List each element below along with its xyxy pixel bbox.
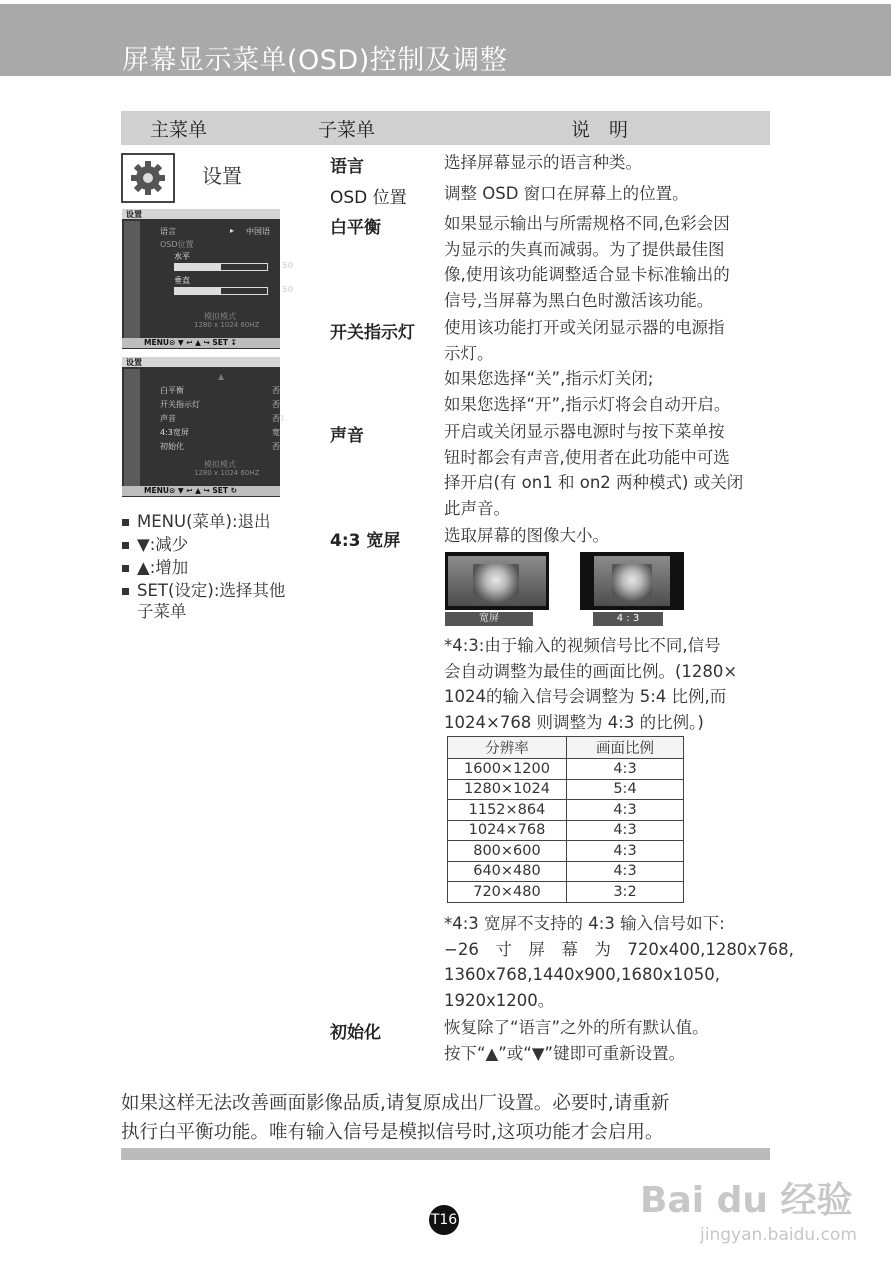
- label-white-balance: 白平衡: [330, 218, 381, 238]
- osd1-vertical-label: 垂直: [174, 276, 190, 285]
- bullet-item: SET(设定):选择其他: [122, 577, 285, 601]
- table-row: 720×480 3:2: [448, 882, 684, 903]
- label-language: 语言: [330, 157, 364, 177]
- desc-language: 选择屏幕显示的语言种类。: [444, 153, 642, 172]
- column-header-bar: [121, 111, 770, 145]
- wide-screen-image: [445, 552, 549, 610]
- osd2-item-value: 否: [272, 400, 280, 409]
- settings-label: 设置: [202, 164, 242, 188]
- osd1-horizontal-value: 50: [282, 261, 294, 270]
- osd1-title: 设置: [126, 210, 142, 219]
- table-row: 1280×1024 5:4: [448, 779, 684, 800]
- settings-gear-icon: [121, 153, 175, 203]
- resolution-table: [447, 736, 684, 903]
- col-sub-menu: 子菜单: [318, 119, 376, 141]
- note-aspect: *4:3:由于输入的视频信号比不同,信号 会自动调整为最佳的画面比例。(1280× 1024的输入信号会调整为 5:4 比例,而 1024×768 则调整为 4:3 的比例。): [444, 636, 738, 732]
- desc-wide: 选取屏幕的图像大小。: [444, 526, 609, 545]
- osd2-item-label: 初始化: [160, 442, 184, 451]
- osd1-arrow-icon: ▸: [230, 226, 235, 235]
- osd1-language-label: 语言: [160, 227, 176, 236]
- page-header: [0, 4, 891, 76]
- page-number: T16: [429, 1205, 459, 1235]
- osd1-vertical-value: 50: [282, 285, 294, 294]
- osd2-item-label: 开关指示灯: [160, 400, 200, 409]
- table-header: 画面比例: [567, 737, 684, 759]
- osd2-mode: 模拟模式: [204, 460, 236, 469]
- label-wide: 4:3 宽屏: [330, 531, 401, 551]
- note-unsupported: *4:3 宽屏不支持的 4:3 输入信号如下: −26 寸 屏 幕 为 720x400,1280x768, 1360x768,1440x900,1680x1050, 1920x1200。: [444, 914, 794, 1010]
- label-sound: 声音: [330, 426, 364, 446]
- desc-sound: 开启或关闭显示器电源时与按下菜单按 钮时都会有声音,使用者在此功能中可选 择开启(有 on1 和 on2 两种模式) 或关闭 此声音。: [444, 422, 744, 518]
- osd1-horizontal-label: 水平: [174, 252, 190, 261]
- bullet-item: ▼:减少: [122, 531, 188, 555]
- four-three-image: [580, 552, 684, 610]
- osd2-item-label: 白平衡: [160, 386, 184, 395]
- col-main-menu: 主菜单: [150, 119, 208, 141]
- table-row: 1024×768 4:3: [448, 820, 684, 841]
- table-row: 1600×1200 4:3: [448, 759, 684, 780]
- osd2-item-value: 否: [272, 442, 280, 451]
- bullet-item: ▲:增加: [122, 554, 188, 578]
- watermark-url: jingyan.baidu.com: [700, 1225, 857, 1245]
- bullet-continuation: 子菜单: [137, 602, 187, 621]
- osd1-side-icons: [124, 221, 140, 338]
- col-description: 说 明: [571, 119, 629, 141]
- osd2-resolution: 1280 x 1024 60HZ: [194, 469, 260, 477]
- watermark-logo: Bai du 经验: [640, 1180, 853, 1221]
- footer-text-line: 执行白平衡功能。唯有输入信号是模拟信号时,这项功能才会启用。: [121, 1122, 664, 1143]
- osd1-osd-position: OSD位置: [160, 240, 194, 249]
- four-three-caption: 4 : 3: [593, 612, 663, 626]
- label-osd-position: OSD 位置: [330, 188, 407, 208]
- label-reset: 初始化: [330, 1023, 381, 1043]
- osd2-item-value: 否1: [272, 414, 286, 423]
- osd1-language-value: 中国语: [246, 227, 270, 236]
- osd2-side-icons: [124, 369, 140, 486]
- label-power-indicator: 开关指示灯: [330, 323, 415, 343]
- page-title: 屏幕显示菜单(OSD)控制及调整: [122, 45, 508, 76]
- desc-white-balance: 如果显示输出与所需规格不同,色彩会因 为显示的失真而减弱。为了提供最佳图 像,使用该功能调整适合显卡标准输出的 信号,当屏幕为黑白色时激活该功能。: [444, 214, 730, 310]
- osd-screenshot-position: [122, 209, 294, 349]
- osd2-title: 设置: [126, 358, 142, 367]
- footer-text-line: 如果这样无法改善画面影像品质,请复原成出厂设置。必要时,请重新: [121, 1093, 670, 1114]
- osd1-horizontal-slider: [174, 263, 268, 271]
- osd2-item-label: 声音: [160, 414, 176, 423]
- osd1-mode: 模拟模式: [204, 312, 236, 321]
- desc-osd-position: 调整 OSD 窗口在屏幕上的位置。: [444, 184, 689, 203]
- bullet-item: MENU(菜单):退出: [122, 508, 271, 532]
- osd2-footer: MENU⊙ ▼ ↩ ▲ ↪ SET ↻: [122, 486, 280, 496]
- desc-power-indicator: 使用该功能打开或关闭显示器的电源指 示灯。 如果您选择“关”,指示灯关闭; 如果您选择“开”,指示灯将会自动开启。: [444, 318, 731, 414]
- desc-reset: 恢复除了“语言”之外的所有默认值。 按下“▲”或“▼”键即可重新设置。: [444, 1018, 709, 1063]
- table-row: 640×480 4:3: [448, 861, 684, 882]
- osd2-item-value: 宽: [272, 428, 280, 437]
- wide-screen-caption: 宽屏: [445, 612, 533, 626]
- osd2-up-arrow-icon: ▲: [218, 372, 225, 381]
- osd2-item-label: 4:3宽屏: [160, 428, 189, 437]
- table-row: 800×600 4:3: [448, 841, 684, 862]
- osd1-footer: MENU⊙ ▼ ↩ ▲ ↪ SET ↧: [122, 338, 280, 348]
- footer-divider: [121, 1148, 770, 1160]
- osd-screenshot-settings: [122, 357, 286, 497]
- osd1-vertical-slider: [174, 287, 268, 295]
- osd1-resolution: 1280 x 1024 60HZ: [194, 321, 260, 329]
- osd2-item-value: 否: [272, 386, 280, 395]
- table-header: 分辨率: [448, 737, 567, 759]
- table-row: 1152×864 4:3: [448, 800, 684, 821]
